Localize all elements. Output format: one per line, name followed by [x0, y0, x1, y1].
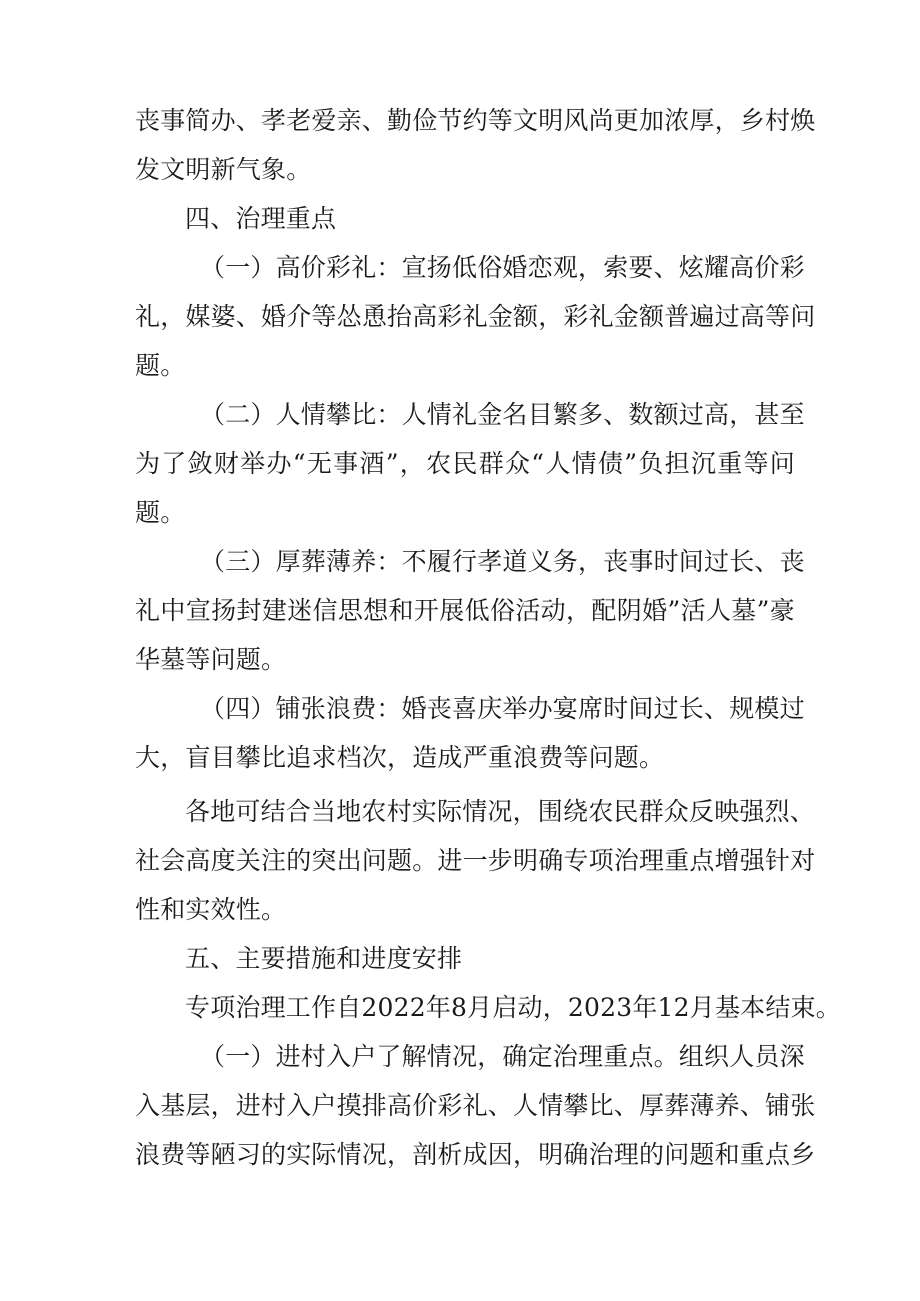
text-line: 礼中宣扬封建迷信思想和开展低俗活动，配阴婚”活人墓”豪 — [135, 596, 795, 625]
text-line: 入基层，进村入户摸排高价彩礼、人情攀比、厚葬薄养、铺张 — [135, 1091, 816, 1120]
section-heading: 四、治理重点 — [185, 204, 337, 233]
text-line: 专项治理工作自2022年8月启动，2023年12月基本结束。 — [185, 993, 841, 1022]
text-line: 礼，媒婆、婚介等怂恿抬高彩礼金额，彩礼金额普遍过高等问 — [135, 302, 816, 331]
text-line: 大，盲目攀比追求档次，造成严重浪费等问题。 — [135, 743, 665, 772]
text-line: 浪费等陋习的实际情况，剖析成因，明确治理的问题和重点乡 — [135, 1140, 816, 1169]
text-line: 为了敛财举办“无事酒”，农民群众“人情债”负担沉重等问 — [135, 449, 795, 478]
text-line: 题。 — [135, 351, 186, 380]
section-heading: 五、主要措施和进度安排 — [185, 944, 463, 973]
text-line: 题。 — [135, 498, 186, 527]
text-line: 发文明新气象。 — [135, 155, 312, 184]
text-line: （一）进村入户了解情况，确定治理重点。组织人员深 — [200, 1042, 805, 1071]
text-line: （一）高价彩礼：宣扬低俗婚恋观，索要、炫耀高价彩 — [200, 253, 805, 282]
text-line: 各地可结合当地农村实际情况，围绕农民群众反映强烈、 — [185, 797, 816, 826]
text-line: （四）铺张浪费：婚丧喜庆举办宴席时间过长、规模过 — [200, 694, 805, 723]
text-line: （三）厚葬薄养：不履行孝道义务，丧事时间过长、丧 — [200, 547, 805, 576]
text-line: 华墓等问题。 — [135, 645, 287, 674]
text-line: 性和实效性。 — [135, 895, 287, 924]
text-line: 丧事简办、孝老爱亲、勤俭节约等文明风尚更加浓厚，乡村焕 — [135, 106, 816, 135]
text-line: （二）人情攀比：人情礼金名目繁多、数额过高，甚至 — [200, 400, 805, 429]
text-line: 社会高度关注的突出问题。进一步明确专项治理重点增强针对 — [135, 846, 816, 875]
